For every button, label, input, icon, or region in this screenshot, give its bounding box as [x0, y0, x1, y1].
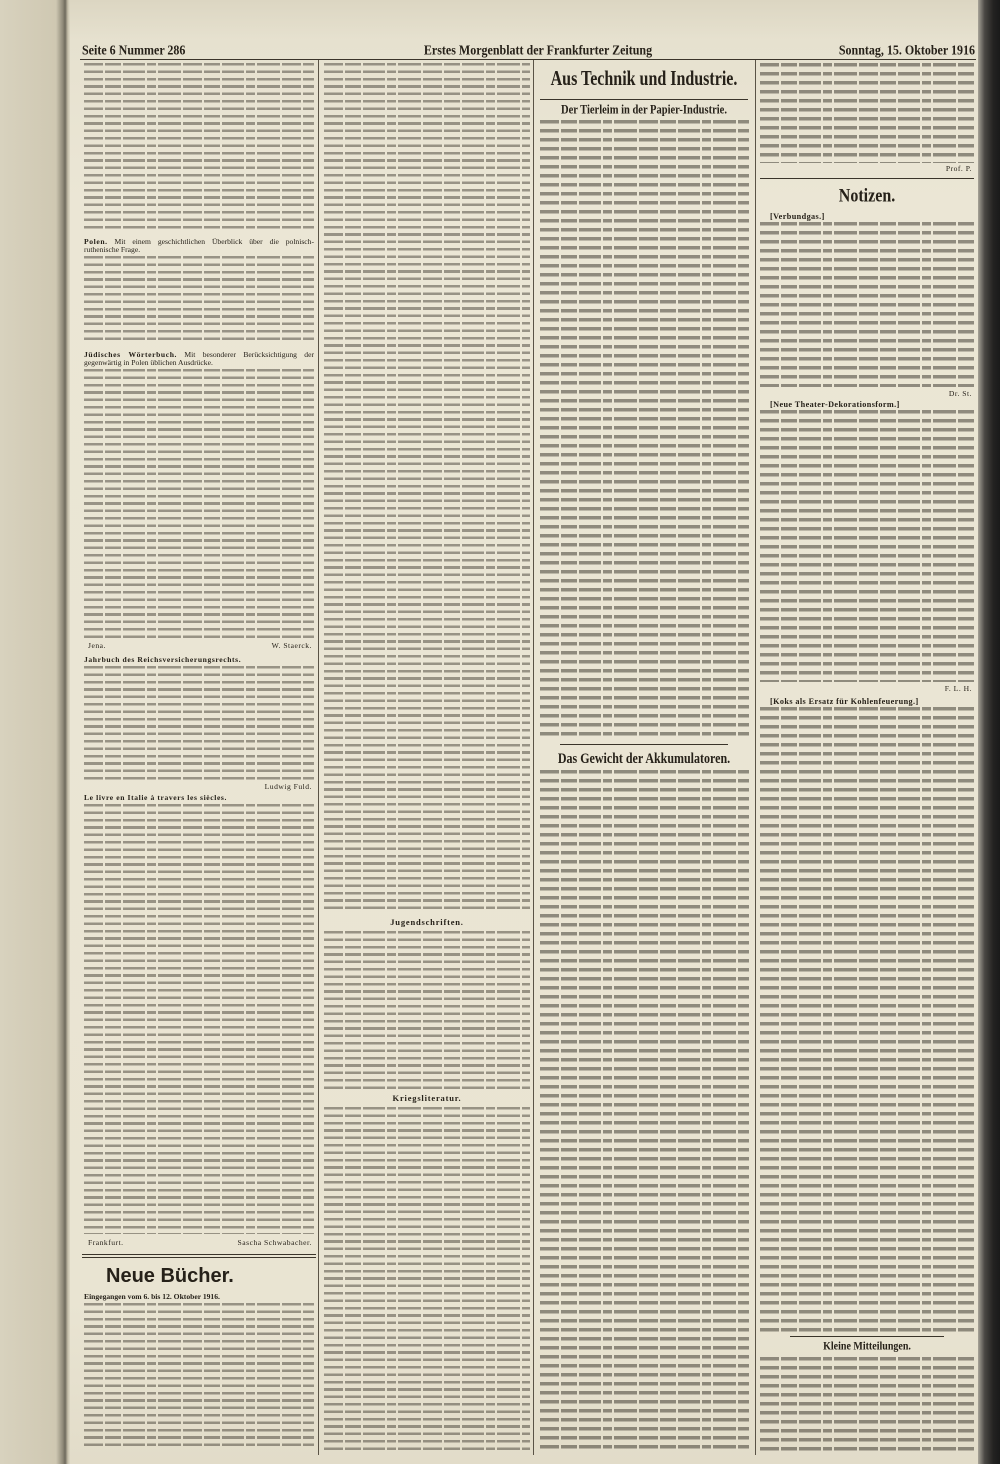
page-edge-shadow [978, 0, 1000, 1464]
article-signature [760, 164, 974, 174]
signature-place: Jena. [88, 641, 106, 650]
book-listing-block [324, 63, 530, 913]
section-rule [790, 1336, 944, 1337]
body-text-block [760, 1357, 974, 1451]
signature-author: Sascha Schwabacher. [237, 1238, 312, 1247]
body-text-block [760, 63, 974, 163]
body-text-block [84, 63, 314, 233]
body-text-block [760, 707, 974, 1332]
issue-date: Sonntag, 15. Oktober 1916 [838, 42, 975, 59]
kleine-mitteilungen-heading: Kleine Mitteilungen. [823, 1340, 911, 1354]
body-text-block [540, 770, 749, 1451]
notiz-signature [760, 684, 974, 694]
column-rule [755, 60, 756, 1455]
article-heading-akkumulatoren: Das Gewicht der Akkumulatoren. [557, 750, 731, 767]
page-number: Seite 6 Nummer 286 [82, 42, 186, 59]
body-text-block [84, 369, 314, 639]
review-title: Jüdisches Wörterbuch. [84, 350, 178, 359]
body-text-block [84, 804, 314, 1234]
signature-author: Dr. St. [948, 389, 972, 398]
notiz-title: [Koks als Ersatz für Kohlenfeuerung.] [770, 697, 919, 706]
signature-place: Frankfurt. [88, 1238, 124, 1247]
book-listing-block [324, 1107, 530, 1451]
neue-buecher-heading: Neue Bücher. [106, 1265, 234, 1287]
review-polen [84, 238, 314, 254]
section-rule [82, 1257, 316, 1258]
article-rule [560, 744, 728, 745]
section-rule [82, 1254, 316, 1255]
neue-buecher-intro: Eingegangen vom 6. bis 12. Oktober 1916. [84, 1292, 220, 1301]
column-rule [318, 60, 319, 1455]
column-rule [533, 60, 534, 1455]
review-livre [84, 794, 314, 802]
header-rule [80, 59, 976, 60]
body-text-block [84, 256, 314, 344]
paper-title: Erstes Morgenblatt der Frankfurter Zeitung [423, 42, 653, 59]
signature-author: Prof. P. [945, 164, 972, 173]
book-listing-block [324, 931, 530, 1090]
review-title: Le livre en Italie à travers les siècles. [84, 793, 227, 802]
notiz-title: [Neue Theater-Dekorationsform.] [770, 400, 900, 409]
notiz-signature [760, 389, 974, 399]
review-title: Polen. [84, 237, 108, 246]
body-text-block [84, 666, 314, 780]
book-listing-block [84, 1303, 314, 1451]
section-heading-technik: Aus Technik und Industrie. [550, 67, 738, 91]
signature-author: Ludwig Fuld. [264, 782, 312, 791]
section-rule [540, 99, 748, 100]
signature-author: W. Staerck. [271, 641, 312, 650]
review-woerterbuch [84, 351, 314, 367]
review-title: Jahrbuch des Reichsversicherungsrechts. [84, 655, 242, 664]
review-signature [82, 782, 314, 792]
binding-margin [0, 0, 70, 1464]
body-text-block [760, 410, 974, 682]
review-lead: Mit besonderer Berücksichtigung der gegenwärtig in Polen üblichen Ausdrücke. [84, 350, 314, 368]
review-signature [82, 641, 314, 651]
notizen-heading: Notizen. [838, 186, 896, 207]
review-signature [82, 1238, 314, 1248]
notiz-title: [Verbundgas.] [770, 212, 825, 221]
jugendschriften-heading: Jugendschriften. [390, 917, 464, 927]
signature-author: F. L. H. [944, 684, 972, 693]
review-lead: Mit einem geschichtlichen Überblick über die polnisch-ruthenische Frage. [84, 237, 314, 255]
review-jahrbuch [84, 656, 314, 664]
kriegsliteratur-heading: Kriegsliteratur. [392, 1093, 462, 1103]
body-text-block [760, 222, 974, 387]
section-rule [760, 178, 974, 179]
article-heading-tierleim: Der Tierleim in der Papier-Industrie. [561, 104, 727, 118]
body-text-block [540, 120, 749, 740]
